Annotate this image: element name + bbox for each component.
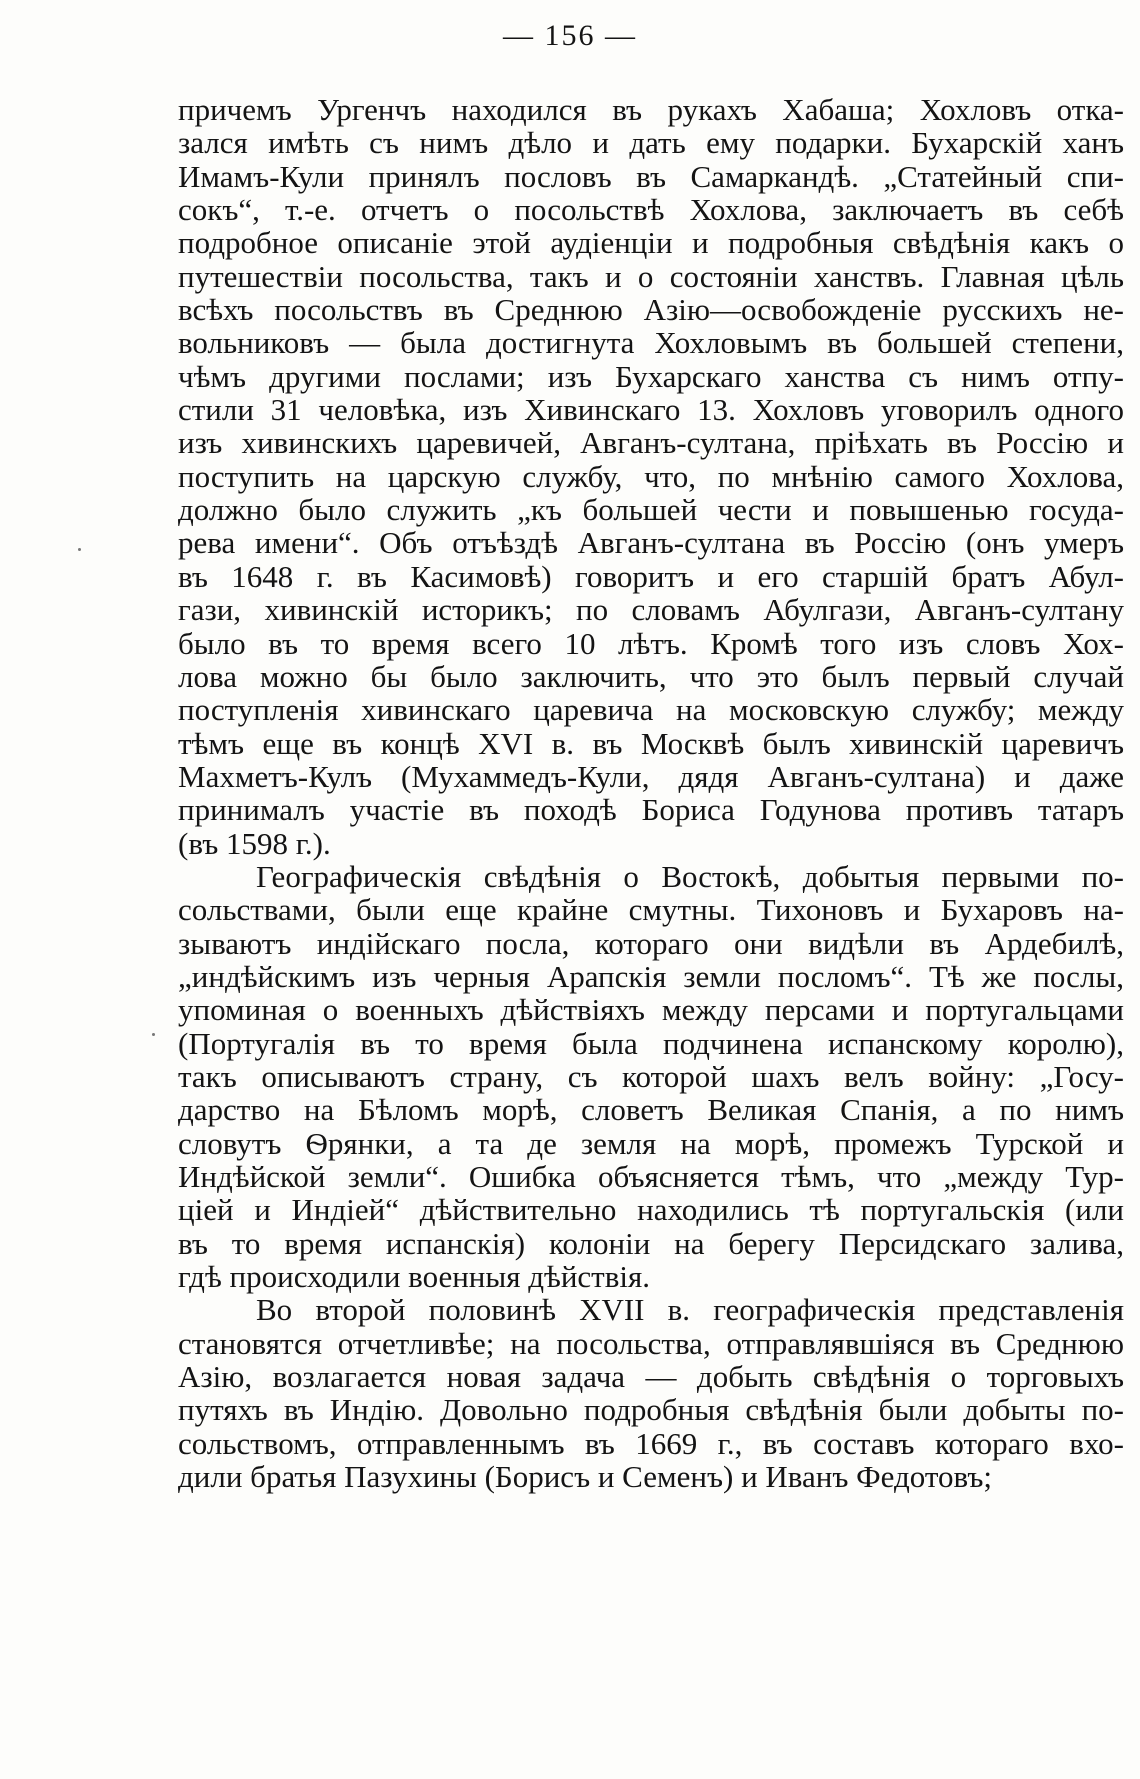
- paragraph: [178, 93, 1124, 860]
- text-line: Махметъ-Кулъ (Мухаммедъ-Кули, дядя Авганъ-султана) и даже: [178, 758, 1124, 794]
- text-line: (въ 1598 г.).: [178, 825, 331, 861]
- text-line: сокъ“, т.-е. отчетъ о посольствѣ Хохлова, заключаетъ въ себѣ: [178, 192, 1124, 228]
- text-line: ціей и Индіей“ дѣйствительно находились тѣ португальскія (или: [178, 1192, 1124, 1228]
- margin-speck: [78, 548, 81, 551]
- text-line: гдѣ происходили военныя дѣйствія.: [178, 1259, 650, 1295]
- text-line: должно было служить „къ большей чести и повышенью госуда-: [178, 492, 1124, 528]
- margin-speck: [152, 1033, 155, 1036]
- text-line: вольниковъ — была достигнута Хохловымъ въ большей степени,: [178, 325, 1124, 361]
- text-line: было въ то время всего 10 лѣтъ. Кромѣ того изъ словъ Хох-: [178, 625, 1124, 661]
- text-line: чѣмъ другими послами; изъ Бухарскаго ханства съ нимъ отпу-: [178, 358, 1124, 394]
- paragraph: [178, 1293, 1124, 1493]
- text-line: рева имени“. Объ отъѣздѣ Авганъ-султана въ Россію (онъ умеръ: [178, 525, 1124, 561]
- text-line: дили братья Пазухины (Борисъ и Семенъ) и Иванъ Федотовъ;: [178, 1459, 993, 1495]
- text-line: упоминая о военныхъ дѣйствіяхъ между персами и португальцами: [178, 992, 1124, 1028]
- text-line: путяхъ въ Индію. Довольно подробныя свѣдѣнія были добыты по-: [178, 1392, 1124, 1428]
- text-line: поступить на царскую службу, что, по мнѣнію самого Хохлова,: [178, 458, 1124, 494]
- text-line: дарство на Бѣломъ морѣ, словетъ Великая Спанія, а по нимъ: [178, 1092, 1124, 1128]
- body-text: [178, 93, 1124, 1493]
- text-line: стили 31 человѣка, изъ Хивинскаго 13. Хохловъ уговорилъ одного: [178, 392, 1124, 428]
- text-line: такъ описываютъ страну, съ которой шахъ велъ войну: „Госу-: [178, 1058, 1124, 1094]
- text-line: (Португалія въ то время была подчинена испанскому королю),: [178, 1025, 1124, 1061]
- text-line: принималъ участіе въ походѣ Бориса Годунова противъ татаръ: [178, 792, 1124, 828]
- text-line: въ то время испанскія) колоніи на берегу Персидскаго залива,: [178, 1225, 1124, 1261]
- text-line: тѣмъ еще въ концѣ XVI в. въ Москвѣ былъ хивинскій царевичъ: [178, 725, 1124, 761]
- text-line: лова можно бы было заключить, что это былъ первый случай: [178, 658, 1124, 694]
- text-line: „индѣйскимъ изъ черныя Арапскія земли посломъ“. Тѣ же послы,: [178, 958, 1124, 994]
- text-line: сольствомъ, отправленнымъ въ 1669 г., въ составъ котораго вхо-: [178, 1425, 1124, 1461]
- text-line: Имамъ-Кули принялъ пословъ въ Самаркандѣ. „Статейный спи-: [178, 158, 1124, 194]
- text-line: путешествіи посольства, такъ и о состояніи ханствъ. Главная цѣль: [178, 258, 1124, 294]
- text-line: становятся отчетливѣе; на посольства, отправлявшіяся въ Среднюю: [178, 1325, 1124, 1361]
- paragraph: [178, 860, 1124, 1293]
- text-line: поступленія хивинскаго царевича на московскую службу; между: [178, 692, 1124, 728]
- text-line: Географическія свѣдѣнія о Востокѣ, добытыя первыми по-: [256, 858, 1124, 894]
- text-line: зываютъ индійскаго посла, котораго они видѣли въ Ардебилѣ,: [178, 925, 1124, 961]
- text-line: гази, хивинскій историкъ; по словамъ Абулгази, Авганъ-султану: [178, 592, 1124, 628]
- page-number: — 156 —: [503, 19, 637, 52]
- text-line: Во второй половинѣ XVII в. географическія представленія: [256, 1292, 1124, 1328]
- text-line: подробное описаніе этой аудіенціи и подробныя свѣдѣнія какъ о: [178, 225, 1124, 261]
- text-line: Индѣйской земли“. Ошибка объясняется тѣмъ, что „между Тур-: [178, 1159, 1124, 1194]
- text-line: въ 1648 г. въ Касимовѣ) говоритъ и его старшій братъ Абул-: [178, 558, 1124, 594]
- text-line: причемъ Ургенчъ находился въ рукахъ Хабаша; Хохловъ отка-: [178, 92, 1124, 127]
- text-line: Азію, возлагается новая задача — добыть свѣдѣнія о торговыхъ: [178, 1359, 1124, 1395]
- text-line: всѣхъ посольствъ въ Среднюю Азію—освобожденіе русскихъ не-: [178, 292, 1124, 328]
- text-line: сольствами, были еще крайне смутны. Тихоновъ и Бухаровъ на-: [178, 892, 1124, 928]
- text-line: словутъ Ѳрянки, а та де земля на морѣ, промежъ Турской и: [178, 1125, 1124, 1161]
- text-line: зался имѣть съ нимъ дѣло и дать ему подарки. Бухарскій ханъ: [178, 125, 1124, 161]
- text-line: изъ хивинскихъ царевичей, Авганъ-султана, пріѣхать въ Россію и: [178, 425, 1124, 461]
